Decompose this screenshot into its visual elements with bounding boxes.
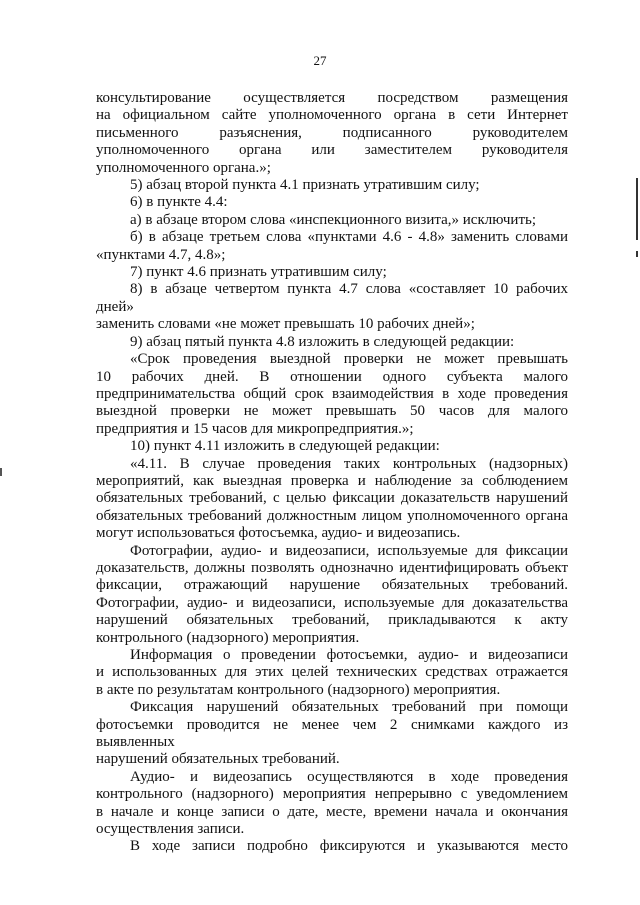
text-line: «Срок проведения выездной проверки не может превышать [130,351,568,368]
text-line: предпринимательства общий срок взаимодействия в ходе проведения [96,385,568,402]
text-line: заменить словами «не может превышать 10 рабочих дней»; [96,316,475,333]
text-line: выездной проверки не может превышать 50 часов для малого [96,403,568,420]
text-line: уполномоченного органа или заместителем руководителя [96,142,568,159]
text-line: контрольного (надзорного) мероприятия. [96,629,360,646]
text-line: письменного разъяснения, подписанного руководителем [96,124,568,141]
text-line: а) в абзаце втором слова «инспекционного визита,» исключить; [130,211,537,228]
text-line: и использованных для этих целей технических средствах отражается [96,664,568,681]
text-line: мероприятий, как выездная проверка и наблюдение за соблюдением [96,472,568,489]
text-line: Фотографии, аудио- и видеозаписи, используемые для доказательства [96,594,568,611]
text-line: обязательных требований, с целью фиксации доказательств нарушений [96,490,568,507]
text-line: предприятия и 15 часов для микропредприятия.»; [96,420,414,437]
text-line: обязательных требований должностным лицом уполномоченного органа [96,507,568,524]
text-line: в акте по результатам контрольного (надзорного) мероприятия. [96,681,501,698]
text-line: 10 рабочих дней. В отношении одного субъекта малого [96,368,568,385]
text-line: нарушений обязательных требований, прикладываются к акту [96,612,568,629]
text-line: б) в абзаце третьем слова «пунктами 4.6 - 4.8» заменить словами [130,229,568,246]
text-line: на официальном сайте уполномоченного органа в сети Интернет [96,107,568,124]
scan-edge-mark [0,468,2,476]
text-line: контрольного (надзорного) мероприятия непрерывно с уведомлением [96,786,568,803]
text-line: Фиксация нарушений обязательных требований при помощи [130,699,568,716]
text-line: 5) абзац второй пункта 4.1 признать утратившим силу; [130,177,480,194]
text-line: Аудио- и видеозапись осуществляются в ходе проведения [130,768,568,785]
text-line: 7) пункт 4.6 признать утратившим силу; [130,264,387,281]
text-line: В ходе записи подробно фиксируются и указываются место [130,838,568,855]
text-line: 8) в абзаце четвертом пункта 4.7 слова «составляет 10 рабочих дней» [96,281,568,315]
document-body [96,90,568,856]
text-line: осуществления записи. [96,821,245,838]
text-line: Информация о проведении фотосъемки, аудио- и видеозаписи [130,647,568,663]
text-line: «пунктами 4.7, 4.8»; [96,246,226,263]
text-line: нарушений обязательных требований. [96,751,340,768]
scan-edge-mark [636,178,638,240]
text-line: фиксации, отражающий нарушение обязательных требований. [96,577,568,594]
text-line: 9) абзац пятый пункта 4.8 изложить в следующей редакции: [130,333,515,350]
text-line: «4.11. В случае проведения таких контрольных (надзорных) [130,455,568,472]
page-number: 27 [313,53,327,68]
text-line: в начале и конце записи о дате, месте, времени начала и окончания [96,803,568,820]
text-line: 10) пункт 4.11 изложить в следующей редакции: [130,438,440,455]
text-line: консультирование осуществляется посредством размещения [96,90,568,106]
text-line: уполномоченного органа.»; [96,159,271,176]
text-line: Фотографии, аудио- и видеозаписи, используемые для фиксации [130,542,568,559]
scan-edge-mark [636,251,638,257]
text-line: доказательств, должны позволять однозначно идентифицировать объект [96,559,568,576]
text-line: фотосъемки проводится не менее чем 2 снимками каждого из выявленных [96,716,568,751]
text-line: 6) в пункте 4.4: [130,194,228,211]
text-line: могут использоваться фотосъемка, аудио- и видеозапись. [96,525,461,542]
